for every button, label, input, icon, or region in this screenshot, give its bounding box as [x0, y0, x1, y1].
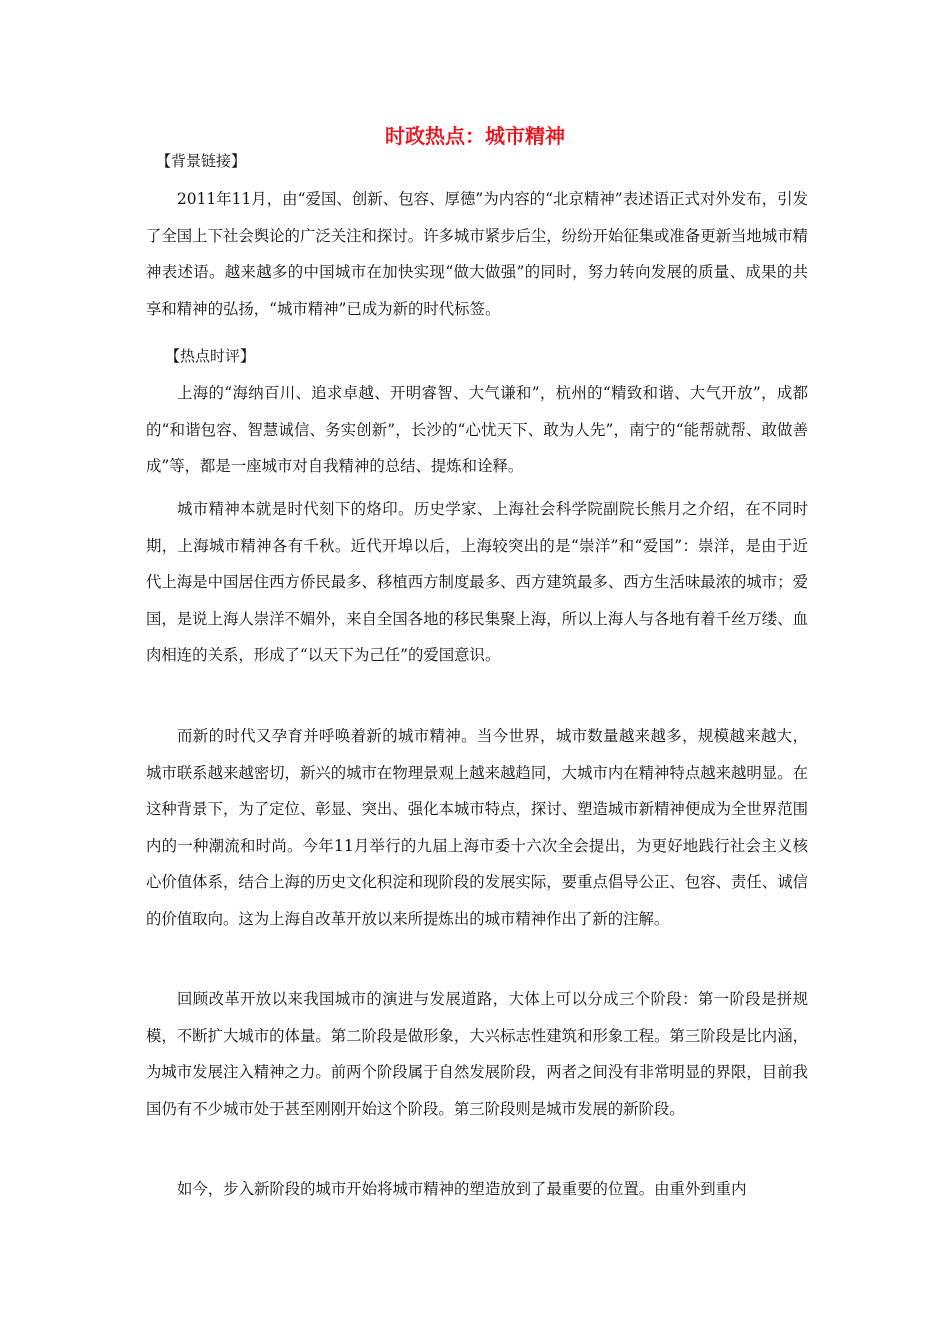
section-label-background: 【背景链接】: [156, 152, 247, 170]
paragraph-three-stages: 回顾改革开放以来我国城市的演进与发展道路，大体上可以分成三个阶段：第一阶段是拼规模，不断扩大城市的体量。第二阶段是做形象，大兴标志性建筑和形象工程。第三阶段是比内涵，为城市发展注入精神之力。前两个阶段属于自然发展阶段，两者之间没有非常明显的界限，目前我国仍有不少城市处于甚至刚刚开始这个阶段。第三阶段则是城市发展的新阶段。: [146, 990, 808, 1118]
paragraph-new-stage: 如今，步入新阶段的城市开始将城市精神的塑造放到了最重要的位置。由重外到重内: [177, 1180, 747, 1198]
section-label-commentary: 【热点时评】: [165, 347, 256, 365]
paragraph-background: 2011年11月，由“爱国、创新、包容、厚德”为内容的“北京精神”表述语正式对外发布，引发了全国上下社会舆论的广泛关注和探讨。许多城市紧步后尘，纷纷开始征集或准备更新当地城市精神表述语。越来越多的中国城市在加快实现“做大做强”的同时，努力转向发展的质量、成果的共享和精神的弘扬，“城市精神”已成为新的时代标签。: [146, 190, 808, 318]
document-title: 时政热点：城市精神: [385, 124, 565, 148]
paragraph-new-era: 而新的时代又孕育并呼唤着新的城市精神。当今世界，城市数量越来越多，规模越来越大，城市联系越来越密切，新兴的城市在物理景观上越来越趋同，大城市内在精神特点越来越明显。在这种背景下，为了定位、彰显、突出、强化本城市特点，探讨、塑造城市新精神便成为全世界范围内的一种潮流和时尚。今年11月举行的九届上海市委十六次全会提出，为更好地践行社会主义核心价值体系，结合上海的历史文化积淀和现阶段的发展实际，要重点倡导公正、包容、责任、诚信的价值取向。这为上海自改革开放以来所提炼出的城市精神作出了新的注解。: [146, 727, 808, 928]
paragraph-shanghai-history: 城市精神本就是时代刻下的烙印。历史学家、上海社会科学院副院长熊月之介绍，在不同时期，上海城市精神各有千秋。近代开埠以后，上海较突出的是“崇洋”和“爱国”：崇洋，是由于近代上海是中国居住西方侨民最多、移植西方制度最多、西方建筑最多、西方生活味最浓的城市；爱国，是说上海人崇洋不媚外，来自全国各地的移民集聚上海，所以上海人与各地有着千丝万缕、血肉相连的关系，形成了“以天下为己任”的爱国意识。: [146, 500, 808, 664]
paragraph-city-slogans: 上海的“海纳百川、追求卓越、开明睿智、大气谦和”，杭州的“精致和谐、大气开放”，成都的“和谐包容、智慧诚信、务实创新”，长沙的“心忧天下、敢为人先”，南宁的“能帮就帮、敢做善成”等，都是一座城市对自我精神的总结、提炼和诠释。: [146, 384, 808, 475]
